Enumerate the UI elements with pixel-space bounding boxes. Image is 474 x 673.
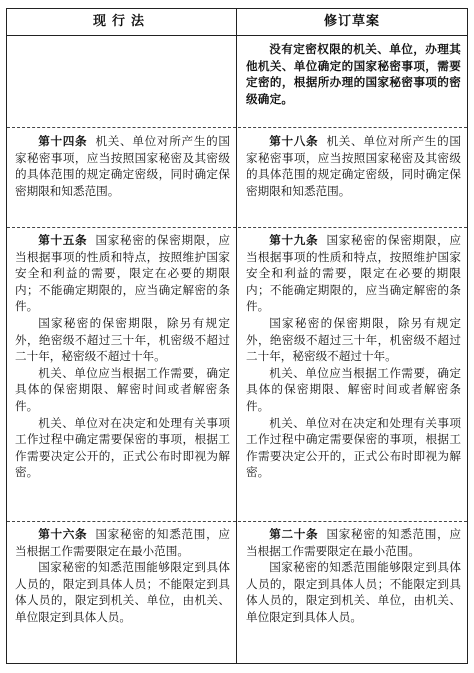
- row-2-revised-draft: [238, 133, 467, 199]
- article-paragraph: [246, 133, 461, 199]
- article-number: 第十五条: [38, 233, 88, 247]
- article-text: 机关、单位对所产生的国家秘密事项，应当按照国家秘密及其密级的具体范围的规定确定密级，同时确定保密期限和知悉范围。: [246, 134, 461, 198]
- column-divider: [236, 9, 237, 663]
- row-4-current-law: [7, 526, 236, 626]
- article-number: 第二十条: [269, 527, 319, 541]
- article-paragraph: [246, 526, 461, 559]
- paragraph-text: 国家秘密的保密期限，除另有规定外，绝密级不超过三十年，机密级不超过二十年，秘密级不超过十年。: [15, 315, 230, 364]
- article-text: 国家秘密的保密期限，应当根据事项的性质和特点，按照维护国家安全和利益的需要，限定在必要的期限内；不能确定期限的，应当确定解密的条件。: [246, 233, 461, 314]
- paragraph-text: 没有定密权限的机关、单位，办理其他机关、单位确定的国家秘密事项，需要定密的，根据所办理的国家秘密事项的密级确定。: [246, 42, 461, 106]
- header-current-law: 现行法: [92, 14, 150, 29]
- row-divider: [7, 521, 467, 522]
- paragraph-text: 机关、单位对在决定和处理有关事项工作过程中确定需要保密的事项，根据工作需要决定公开的，正式公布时即视为解密。: [15, 415, 230, 480]
- paragraph-text: 国家秘密的知悉范围能够限定到具体人员的，限定到具体人员；不能限定到具体人员的，限定到机关、单位，由机关、单位限定到具体人员。: [246, 560, 461, 624]
- row-1-revised-draft: [238, 41, 467, 107]
- article-text: 国家秘密的知悉范围，应当根据工作需要限定在最小范围。: [15, 527, 230, 558]
- row-3-revised-draft: [238, 232, 467, 481]
- article-number: 第十九条: [269, 233, 319, 247]
- row-divider: [7, 127, 467, 128]
- row-2-current-law: [7, 133, 236, 199]
- article-paragraph: [15, 526, 230, 559]
- article-text: 国家秘密的知悉范围，应当根据工作需要限定在最小范围。: [246, 527, 461, 558]
- row-4-revised-draft: [238, 526, 467, 626]
- article-paragraph: [15, 232, 230, 315]
- comparison-table: [6, 8, 468, 664]
- paragraph-text: 国家秘密的保密期限，除另有规定外，绝密级不超过三十年，机密级不超过二十年，秘密级不超过十年。: [246, 315, 461, 364]
- article-paragraph: [15, 133, 230, 199]
- row-divider: [7, 227, 467, 228]
- article-number: 第十六条: [38, 527, 88, 541]
- article-number: 第十四条: [38, 134, 88, 148]
- paragraph-text: 机关、单位对在决定和处理有关事项工作过程中确定需要保密的事项，根据工作需要决定公开的，正式公布时即视为解密。: [246, 415, 461, 480]
- paragraph-text: 国家秘密的知悉范围能够限定到具体人员的，限定到具体人员；不能限定到具体人员的，限定到机关、单位，由机关、单位限定到具体人员。: [15, 560, 230, 624]
- row-3-current-law: [7, 232, 236, 481]
- article-paragraph: [246, 232, 461, 315]
- paragraph-text: 机关、单位应当根据工作需要，确定具体的保密期限、解密时间或者解密条件。: [246, 365, 461, 413]
- article-text: 机关、单位对所产生的国家秘密事项，应当按照国家秘密及其密级的具体范围的规定确定密级，同时确定保密期限和知悉范围。: [15, 134, 230, 198]
- paragraph-text: 机关、单位应当根据工作需要，确定具体的保密期限、解密时间或者解密条件。: [15, 365, 230, 413]
- article-number: 第十八条: [269, 134, 319, 148]
- article-text: 国家秘密的保密期限，应当根据事项的性质和特点，按照维护国家安全和利益的需要，限定在必要的期限内；不能确定期限的，应当确定解密的条件。: [15, 233, 230, 314]
- header-revised-draft: 修订草案: [323, 14, 380, 29]
